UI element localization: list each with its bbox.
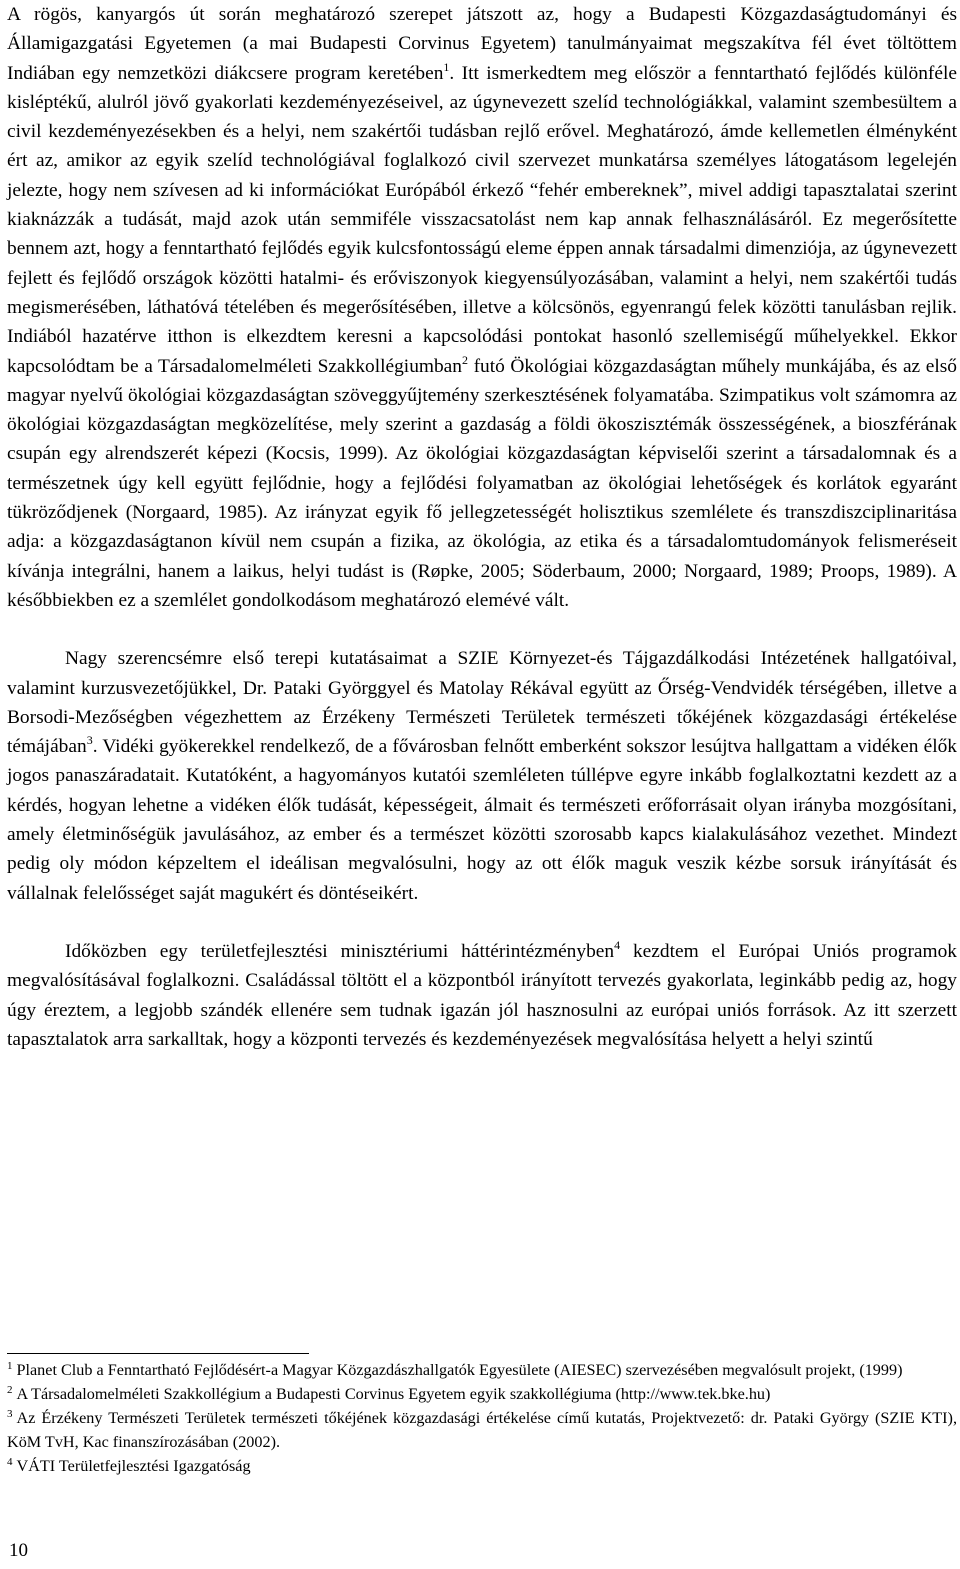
paragraph-3-text-a: Időközben egy területfejlesztési minisztériumi háttérintézményben xyxy=(65,940,615,962)
footnote-separator xyxy=(7,1353,309,1354)
footnote-number: 3 xyxy=(7,1408,13,1420)
footnote-ref-3[interactable]: 3 xyxy=(86,733,93,748)
footnote-text: Az Érzékeny Természeti Területek természeti tőkéjének közgazdasági értékelése című kutatás, Projektvezető: dr. Pataki György (SZIE KTI), KöM TvH, Kac finanszírozásában (2002). xyxy=(7,1409,957,1451)
footnote-4 xyxy=(7,1454,957,1478)
footnote-number: 2 xyxy=(7,1384,13,1396)
footnote-1 xyxy=(7,1358,957,1382)
paragraph-1-text-c: futó Ökológiai közgazdaságtan műhely munkájába, és az első magyar nyelvű ökológiai közgazdaságtan szöveggyűjtemény szerkesztésének folyamatába. Szimpatikus volt számomra az ökológiai közgazdaságtan megközelítése, mely szerint a gazdaság a földi ökoszisztémák összességének, a bioszférának csupán egy alrendszerét képezi (Kocsis, 1999). Az ökológiai közgazdaságtan képviselői szerint a társadalomnak és a természetnek úgy kell együtt fejlődnie, hogy a fejlődési folyamatban az ökológiai lehetőségek és korlátok egyaránt tükröződjenek (Norgaard, 1985). Az irányzat egyik fő jellegzetességét holisztikus szemlélete és transzdiszciplinaritása adja: a közgazdaságtanon kívül nem csupán a fizika, az ökológia, az etika és a társadalomtudományok felismeréseit kívánja integrálni, hanem a laikus, helyi tudást is (Røpke, 2005; Söderbaum, 2000; Norgaard, 1989; Proops, 1989). A későbbiekben ez a szemlélet gondolkodásom meghatározó elemévé vált. xyxy=(7,355,957,611)
footnote-number: 1 xyxy=(7,1360,13,1372)
footnote-text: A Társadalomelméleti Szakkollégium a Budapesti Corvinus Egyetem egyik szakkollégiuma (http://www.tek.bke.hu) xyxy=(16,1385,771,1403)
paragraph-3 xyxy=(7,937,957,1054)
paragraph-3-text-b: kezdtem el Európai Uniós programok megvalósításával foglalkozni. Családással töltött el a központból irányított tervezés gyakorlata, leginkább pedig az, hogy úgy éreztem, a legjobb szándék ellenére sem tudnak igazán jól hasznosulni az európai uniós források. Az itt szerzett tapasztalatok arra sarkalltak, hogy a központi tervezés és kezdeményezések megvalósítása helyett a helyi szintű xyxy=(7,940,957,1050)
footnote-text: VÁTI Területfejlesztési Igazgatóság xyxy=(16,1457,251,1475)
page-number: 10 xyxy=(9,1540,28,1561)
footnote-number: 4 xyxy=(7,1456,13,1468)
paragraph-2 xyxy=(7,644,957,908)
footnote-ref-1[interactable]: 1 xyxy=(443,59,450,74)
footnote-3 xyxy=(7,1406,957,1454)
paragraph-2-text-b: . Vidéki gyökerekkel rendelkező, de a fővárosban felnőtt emberként sokszor lesújtva hallgattam a vidéken élők jogos panaszáradatait. Kutatóként, a hagyományos kutatói szemléleten túllépve egyre inkább foglalkoztatni kezdett az a kérdés, hogyan lehetne a vidéken élők tudását, képességeit, álmait és természeti erőforrásait olyan irányba mozgósítani, amely életminőségük javulásához, az ember és a természet közötti szorosabb kapcs kialakulásához vezethet. Mindezt pedig oly módon képzeltem el ideálisan megvalósulni, hogy az ott élők maguk veszik kézbe sorsuk irányítását és vállalnak felelősséget saját magukért és döntéseikért. xyxy=(7,736,957,904)
footnote-text: Planet Club a Fenntartható Fejlődésért-a Magyar Közgazdászhallgatók Egyesülete (AIESEC) szervezésében megvalósult projekt, (1999) xyxy=(16,1361,903,1379)
paragraph-1-text-b: . Itt ismerkedtem meg először a fenntartható fejlődés különféle kisléptékű, alulról jövő gyakorlati kezdeményezéseivel, az úgynevezett szelíd technológiákkal, valamint szembesültem a civil kezdeményezésekben és a helyi, nem szakértői tudásban rejlő erővel. Meghatározó, ámde kellemetlen élményként ért az, amikor az egyik szelíd technológiával foglalkozó civil szervezet munkatársa személyes látogatásom legelején jelezte, hogy nem szívesen ad ki információkat Európából érkező “fehér embereknek”, mivel addigi tapasztalatai szerint kiaknázzák a tudását, majd azok után semmiféle visszacsatolást nem kap annak felhasználásáról. Ez megerősítette bennem azt, hogy a fenntartható fejlődés egyik kulcsfontosságú eleme éppen annak társadalmi dimenziója, az úgynevezett fejlett és fejlődő országok közötti hatalmi- és erőviszonyok kiegyensúlyozásában, valamint a helyi, nem szakértői tudás megismerésében, láthatóvá tételében és megerősítésében, illetve a kölcsönös, egyenrangú felek közötti tanulásban rejlik. Indiából hazatérve itthon is elkezdtem keresni a kapcsolódási pontokat hasonló szellemiségű műhelyekkel. Ekkor kapcsolódtam be a Társadalomelméleti Szakkollégiumban xyxy=(7,62,957,377)
footnotes xyxy=(7,1358,957,1478)
paragraph-2-text-a: Nagy szerencsémre első terepi kutatásaimat a SZIE Környezet-és Tájgazdálkodási Intézetének hallgatóival, valamint kurzusvezetőjükkel, Dr. Pataki Györggyel és Matolay Rékával együtt az Őrség-Vendvidék térségében, illetve a Borsodi-Mezőségben végezhettem az Érzékeny Természeti Területek természeti tőkéjének közgazdasági értékelése témájában xyxy=(7,648,957,758)
paragraph-1 xyxy=(7,0,957,615)
paragraph-1-text-a: A rögös, kanyargós út során meghatározó szerepet játszott az, hogy a Budapesti Közgazdaságtudományi és Államigazgatási Egyetemen (a mai Budapesti Corvinus Egyetem) tanulmányaimat megszakítva fél évet töltöttem Indiában egy nemzetközi diákcsere program keretében xyxy=(7,4,957,84)
footnote-2 xyxy=(7,1382,957,1406)
footnote-ref-2[interactable]: 2 xyxy=(461,352,468,367)
footnote-ref-4[interactable]: 4 xyxy=(614,937,621,952)
document-page xyxy=(7,0,957,1054)
